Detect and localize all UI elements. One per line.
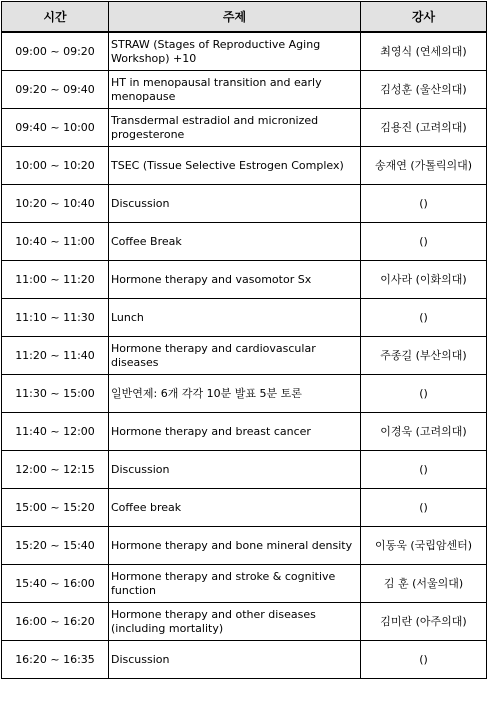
cell-time: 09:20 ~ 09:40 [2,71,109,109]
cell-time: 11:10 ~ 11:30 [2,299,109,337]
cell-speaker: () [361,641,487,679]
table-row [2,603,487,641]
cell-speaker: () [361,299,487,337]
cell-speaker: 김용진 (고려의대) [361,109,487,147]
cell-speaker: 김미란 (아주의대) [361,603,487,641]
cell-time: 12:00 ~ 12:15 [2,451,109,489]
schedule-table [1,1,487,679]
table-row [2,489,487,527]
table-row [2,223,487,261]
cell-topic: Hormone therapy and breast cancer [109,413,361,451]
cell-time: 15:00 ~ 15:20 [2,489,109,527]
cell-speaker: 김성훈 (울산의대) [361,71,487,109]
cell-speaker: () [361,489,487,527]
table-row [2,185,487,223]
header-row [2,2,487,33]
table-row [2,109,487,147]
cell-topic: Coffee Break [109,223,361,261]
header-speaker: 강사 [361,2,487,33]
cell-time: 16:00 ~ 16:20 [2,603,109,641]
cell-time: 11:40 ~ 12:00 [2,413,109,451]
table-row [2,71,487,109]
cell-time: 09:40 ~ 10:00 [2,109,109,147]
table-row [2,527,487,565]
cell-time: 11:30 ~ 15:00 [2,375,109,413]
cell-speaker: () [361,375,487,413]
cell-speaker: () [361,451,487,489]
cell-topic: Coffee break [109,489,361,527]
table-row [2,261,487,299]
table-row [2,451,487,489]
cell-topic: HT in menopausal transition and early menopause [109,71,361,109]
cell-topic: Transdermal estradiol and micronized progesterone [109,109,361,147]
cell-time: 10:20 ~ 10:40 [2,185,109,223]
cell-topic: Discussion [109,641,361,679]
cell-speaker: () [361,185,487,223]
cell-time: 10:40 ~ 11:00 [2,223,109,261]
table-row [2,299,487,337]
cell-time: 10:00 ~ 10:20 [2,147,109,185]
cell-speaker: 최영식 (연세의대) [361,32,487,71]
cell-topic: TSEC (Tissue Selective Estrogen Complex) [109,147,361,185]
table-row [2,32,487,71]
cell-topic: 일반연제: 6개 각각 10분 발표 5분 토론 [109,375,361,413]
cell-speaker: 이동욱 (국립암센터) [361,527,487,565]
cell-topic: Discussion [109,185,361,223]
cell-topic: Hormone therapy and bone mineral density [109,527,361,565]
cell-topic: Hormone therapy and other diseases (including mortality) [109,603,361,641]
cell-time: 15:40 ~ 16:00 [2,565,109,603]
cell-speaker: 이경욱 (고려의대) [361,413,487,451]
cell-topic: Lunch [109,299,361,337]
cell-topic: Hormone therapy and vasomotor Sx [109,261,361,299]
cell-time: 11:00 ~ 11:20 [2,261,109,299]
cell-speaker: 이사라 (이화의대) [361,261,487,299]
table-row [2,413,487,451]
cell-topic: Hormone therapy and stroke & cognitive function [109,565,361,603]
cell-topic: Discussion [109,451,361,489]
cell-topic: Hormone therapy and cardiovascular diseases [109,337,361,375]
cell-time: 11:20 ~ 11:40 [2,337,109,375]
cell-time: 09:00 ~ 09:20 [2,32,109,71]
cell-topic: STRAW (Stages of Reproductive Aging Workshop) +10 [109,32,361,71]
table-row [2,337,487,375]
cell-speaker: 송재연 (가톨릭의대) [361,147,487,185]
table-row [2,565,487,603]
cell-speaker: 김 훈 (서울의대) [361,565,487,603]
cell-time: 15:20 ~ 15:40 [2,527,109,565]
cell-time: 16:20 ~ 16:35 [2,641,109,679]
table-row [2,375,487,413]
header-time: 시간 [2,2,109,33]
cell-speaker: () [361,223,487,261]
cell-speaker: 주종길 (부산의대) [361,337,487,375]
header-topic: 주제 [109,2,361,33]
table-row [2,147,487,185]
table-row [2,641,487,679]
